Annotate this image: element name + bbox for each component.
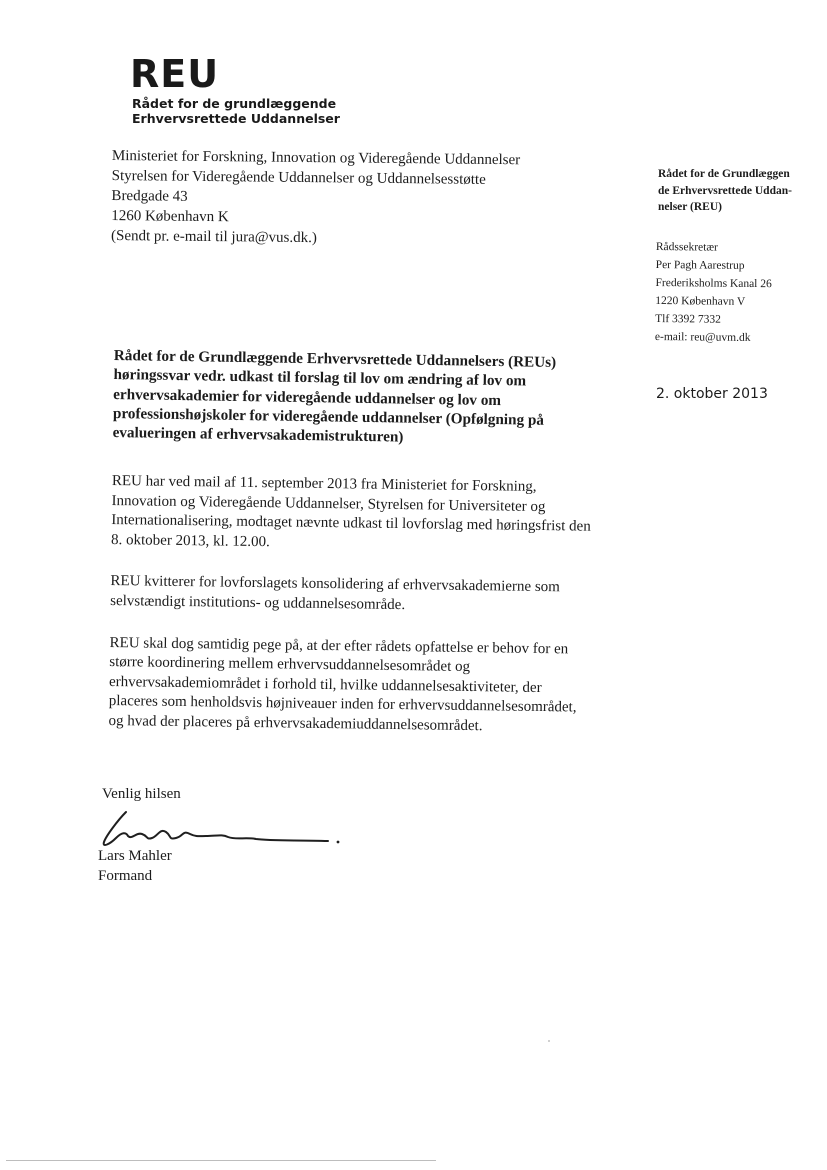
sender-city: 1220 København V xyxy=(655,294,746,308)
signer-name: Lars Mahler xyxy=(98,848,172,864)
sender-email: e-mail: reu@uvm.dk xyxy=(654,330,751,344)
sender-contact xyxy=(655,238,772,347)
scan-speck xyxy=(548,1040,550,1042)
signer-role: Formand xyxy=(98,868,153,884)
recipient-line: 1260 København K xyxy=(111,207,229,226)
recipient-address xyxy=(111,146,520,250)
recipient-line: Bredgade 43 xyxy=(111,187,188,205)
recipient-line: (Sendt pr. e-mail til jura@vus.dk.) xyxy=(110,227,318,247)
body-paragraph: REU kvitterer for lovforslagets konsolidering af erhvervsakademierne som selvstændigt institutions- og uddannelsesområde. xyxy=(110,573,560,614)
sender-title: Rådssekretær xyxy=(655,240,718,254)
sender-org-line: de Erhvervsrettede Uddan- xyxy=(658,184,792,197)
subject-heading: Rådet for de Grundlæggende Erhvervsrettede Uddannelsers (REUs) høringssvar vedr. udkast til forslag til lov om ændring af lov om erhvervsakademier for videregående uddannelser og lov om professionshøjskoler for videregående uddannelser (Opfølgning på evalueringen af erhvervsakademistrukturen) xyxy=(112,346,557,446)
sender-street: Frederiksholms Kanal 26 xyxy=(655,276,772,291)
closing-greeting: Venlig hilsen xyxy=(102,786,181,802)
sender-org-line: nelser (REU) xyxy=(658,201,722,213)
body-paragraph: REU har ved mail af 11. september 2013 fra Ministeriet for Forskning, Innovation og Videregående Uddannelser, Styrelsen for Universiteter og Internationalisering, modtaget nævnte udkast til lovforslag med høringsfrist den 8. oktober 2013, kl. 12.00. xyxy=(110,472,591,550)
recipient-line: Ministeriet for Forskning, Innovation og Videregående Uddannelser xyxy=(111,147,521,169)
letter-date: 2. oktober 2013 xyxy=(656,386,768,402)
signer-block xyxy=(98,846,172,886)
letterhead-org-line: Rådet for de grundlæggende xyxy=(132,96,337,111)
letterhead-org-line: Erhvervsrettede Uddannelser xyxy=(132,111,340,126)
recipient-line: Styrelsen for Videregående Uddannelser og Uddannelsesstøtte xyxy=(111,167,486,188)
scan-edge-line xyxy=(6,1160,436,1161)
body-paragraph: REU skal dog samtidig pege på, at der efter rådets opfattelse er behov for en større koordinering mellem erhvervsuddannelsesområdet og erhvervsakademiområdet i forhold til, hvilke uddannelsesaktiviteter, der placeres som henholdsvis højniveauer inden for erhvervsuddannelsesområdet, og hvad der placeres på erhvervsakademiuddannelsesområdet. xyxy=(108,634,577,735)
logo: REU xyxy=(130,52,220,96)
sender-org xyxy=(658,166,827,216)
sender-phone: Tlf 3392 7332 xyxy=(655,312,722,326)
letter-body xyxy=(108,472,592,760)
sender-name: Per Pagh Aarestrup xyxy=(655,258,745,272)
letterhead-org-name xyxy=(132,96,340,126)
sender-org-line: Rådet for de Grundlæggen xyxy=(658,168,790,180)
